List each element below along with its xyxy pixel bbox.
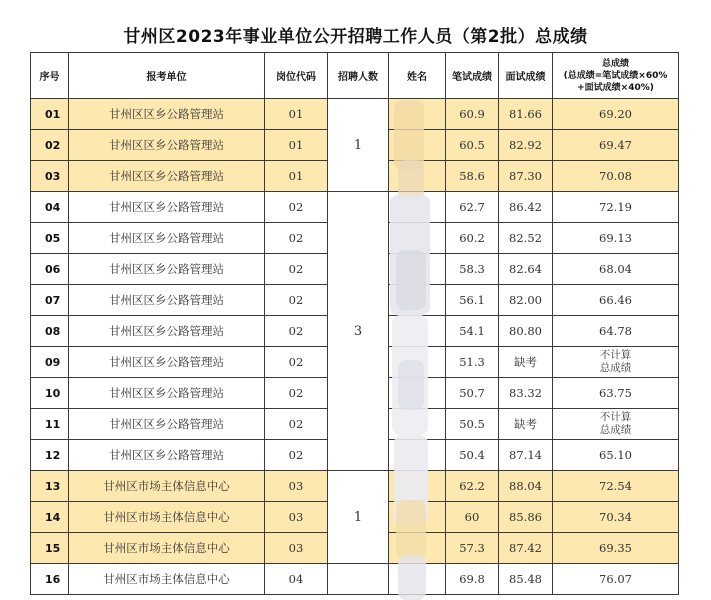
row-interview: 82.92 bbox=[499, 130, 553, 161]
row-index: 14 bbox=[31, 502, 69, 533]
row-written: 58.6 bbox=[446, 161, 499, 192]
header-total-title: 总成绩 bbox=[601, 58, 629, 69]
row-written: 57.3 bbox=[446, 533, 499, 564]
row-unit: 甘州区市场主体信息中心 bbox=[69, 502, 265, 533]
row-written: 56.1 bbox=[446, 285, 499, 316]
row-index: 02 bbox=[31, 130, 69, 161]
row-unit: 甘州区市场主体信息中心 bbox=[69, 533, 265, 564]
row-unit: 甘州区区乡公路管理站 bbox=[69, 409, 265, 440]
row-quota-empty bbox=[328, 564, 389, 595]
row-unit: 甘州区区乡公路管理站 bbox=[69, 130, 265, 161]
row-total: 64.78 bbox=[553, 316, 679, 347]
row-total: 72.19 bbox=[553, 192, 679, 223]
row-total: 66.46 bbox=[553, 285, 679, 316]
row-unit: 甘州区区乡公路管理站 bbox=[69, 161, 265, 192]
row-unit: 甘州区区乡公路管理站 bbox=[69, 254, 265, 285]
row-written: 50.4 bbox=[446, 440, 499, 471]
row-unit: 甘州区市场主体信息中心 bbox=[69, 564, 265, 595]
header-total-formula-1: (总成绩=笔试成绩×60% bbox=[563, 70, 668, 81]
row-written: 60.2 bbox=[446, 223, 499, 254]
row-position-code: 03 bbox=[265, 533, 328, 564]
row-interview: 缺考 bbox=[499, 347, 553, 378]
row-written: 58.3 bbox=[446, 254, 499, 285]
row-interview: 83.32 bbox=[499, 378, 553, 409]
header-name: 姓名 bbox=[389, 53, 446, 99]
header-index: 序号 bbox=[31, 53, 69, 99]
row-written: 50.5 bbox=[446, 409, 499, 440]
row-index: 06 bbox=[31, 254, 69, 285]
row-position-code: 04 bbox=[265, 564, 328, 595]
row-index: 09 bbox=[31, 347, 69, 378]
row-name-redacted bbox=[389, 378, 446, 409]
row-total: 76.07 bbox=[553, 564, 679, 595]
row-name-redacted bbox=[389, 347, 446, 378]
row-unit: 甘州区区乡公路管理站 bbox=[69, 99, 265, 130]
row-written: 62.7 bbox=[446, 192, 499, 223]
row-total: 69.35 bbox=[553, 533, 679, 564]
row-position-code: 02 bbox=[265, 378, 328, 409]
header-unit: 报考单位 bbox=[69, 53, 265, 99]
row-interview: 82.52 bbox=[499, 223, 553, 254]
row-unit: 甘州区区乡公路管理站 bbox=[69, 223, 265, 254]
row-index: 07 bbox=[31, 285, 69, 316]
row-written: 62.2 bbox=[446, 471, 499, 502]
row-position-code: 02 bbox=[265, 254, 328, 285]
row-position-code: 02 bbox=[265, 223, 328, 254]
row-position-code: 03 bbox=[265, 502, 328, 533]
row-interview: 81.66 bbox=[499, 99, 553, 130]
row-written: 51.3 bbox=[446, 347, 499, 378]
row-index: 11 bbox=[31, 409, 69, 440]
row-total-note: 不计算 bbox=[599, 411, 632, 423]
row-total-note: 不计算 bbox=[599, 349, 632, 361]
row-index: 04 bbox=[31, 192, 69, 223]
row-interview: 82.64 bbox=[499, 254, 553, 285]
row-index: 15 bbox=[31, 533, 69, 564]
row-name-redacted bbox=[389, 223, 446, 254]
row-total: 65.10 bbox=[553, 440, 679, 471]
row-position-code: 03 bbox=[265, 471, 328, 502]
row-name-redacted bbox=[389, 285, 446, 316]
row-index: 01 bbox=[31, 99, 69, 130]
score-table bbox=[30, 52, 679, 595]
row-interview: 86.42 bbox=[499, 192, 553, 223]
row-name-redacted bbox=[389, 471, 446, 502]
row-name-redacted bbox=[389, 409, 446, 440]
row-name-redacted bbox=[389, 192, 446, 223]
row-interview: 87.30 bbox=[499, 161, 553, 192]
row-name-redacted bbox=[389, 130, 446, 161]
row-position-code: 02 bbox=[265, 192, 328, 223]
row-name-redacted bbox=[389, 99, 446, 130]
row-position-code: 02 bbox=[265, 409, 328, 440]
row-unit: 甘州区区乡公路管理站 bbox=[69, 347, 265, 378]
row-total-note-2: 总成绩 bbox=[599, 424, 632, 436]
row-interview: 85.86 bbox=[499, 502, 553, 533]
row-unit: 甘州区区乡公路管理站 bbox=[69, 192, 265, 223]
table-row bbox=[31, 564, 679, 595]
row-written: 60.9 bbox=[446, 99, 499, 130]
row-position-code: 02 bbox=[265, 285, 328, 316]
row-index: 16 bbox=[31, 564, 69, 595]
row-name-redacted bbox=[389, 316, 446, 347]
row-unit: 甘州区市场主体信息中心 bbox=[69, 471, 265, 502]
row-index: 05 bbox=[31, 223, 69, 254]
header-total-formula-2: +面试成绩×40%) bbox=[577, 82, 654, 93]
row-written: 60 bbox=[446, 502, 499, 533]
row-position-code: 02 bbox=[265, 440, 328, 471]
header-row bbox=[31, 53, 679, 99]
row-total: 69.13 bbox=[553, 223, 679, 254]
row-written: 50.7 bbox=[446, 378, 499, 409]
row-position-code: 01 bbox=[265, 161, 328, 192]
row-index: 03 bbox=[31, 161, 69, 192]
row-total-note-2: 总成绩 bbox=[599, 362, 632, 374]
row-total: 69.47 bbox=[553, 130, 679, 161]
row-name-redacted bbox=[389, 533, 446, 564]
row-unit: 甘州区区乡公路管理站 bbox=[69, 285, 265, 316]
row-name-redacted bbox=[389, 564, 446, 595]
row-position-code: 01 bbox=[265, 99, 328, 130]
row-total: 70.08 bbox=[553, 161, 679, 192]
row-total: 63.75 bbox=[553, 378, 679, 409]
row-quota: 1 bbox=[328, 99, 389, 192]
row-index: 13 bbox=[31, 471, 69, 502]
row-written: 54.1 bbox=[446, 316, 499, 347]
row-index: 12 bbox=[31, 440, 69, 471]
row-index: 10 bbox=[31, 378, 69, 409]
row-total bbox=[553, 347, 679, 378]
row-index: 08 bbox=[31, 316, 69, 347]
header-interview: 面试成绩 bbox=[499, 53, 553, 99]
header-written: 笔试成绩 bbox=[446, 53, 499, 99]
row-name-redacted bbox=[389, 254, 446, 285]
table-row bbox=[31, 192, 679, 223]
row-interview: 82.00 bbox=[499, 285, 553, 316]
row-total bbox=[553, 409, 679, 440]
row-total: 72.54 bbox=[553, 471, 679, 502]
header-total bbox=[553, 53, 679, 99]
row-quota: 3 bbox=[328, 192, 389, 471]
header-quota: 招聘人数 bbox=[328, 53, 389, 99]
row-name-redacted bbox=[389, 440, 446, 471]
row-position-code: 01 bbox=[265, 130, 328, 161]
page-title: 甘州区2023年事业单位公开招聘工作人员（第2批）总成绩 bbox=[123, 27, 588, 47]
row-interview: 87.14 bbox=[499, 440, 553, 471]
row-unit: 甘州区区乡公路管理站 bbox=[69, 378, 265, 409]
row-quota: 1 bbox=[328, 471, 389, 564]
row-interview: 87.42 bbox=[499, 533, 553, 564]
row-interview: 85.48 bbox=[499, 564, 553, 595]
row-written: 60.5 bbox=[446, 130, 499, 161]
row-interview: 88.04 bbox=[499, 471, 553, 502]
row-name-redacted bbox=[389, 161, 446, 192]
row-unit: 甘州区区乡公路管理站 bbox=[69, 440, 265, 471]
table-row bbox=[31, 471, 679, 502]
row-interview: 80.80 bbox=[499, 316, 553, 347]
row-name-redacted bbox=[389, 502, 446, 533]
row-total: 69.20 bbox=[553, 99, 679, 130]
row-written: 69.8 bbox=[446, 564, 499, 595]
row-total: 70.34 bbox=[553, 502, 679, 533]
header-position-code: 岗位代码 bbox=[265, 53, 328, 99]
row-total: 68.04 bbox=[553, 254, 679, 285]
row-position-code: 02 bbox=[265, 347, 328, 378]
table-row bbox=[31, 99, 679, 130]
table-body bbox=[31, 99, 679, 595]
row-position-code: 02 bbox=[265, 316, 328, 347]
row-interview: 缺考 bbox=[499, 409, 553, 440]
row-unit: 甘州区区乡公路管理站 bbox=[69, 316, 265, 347]
